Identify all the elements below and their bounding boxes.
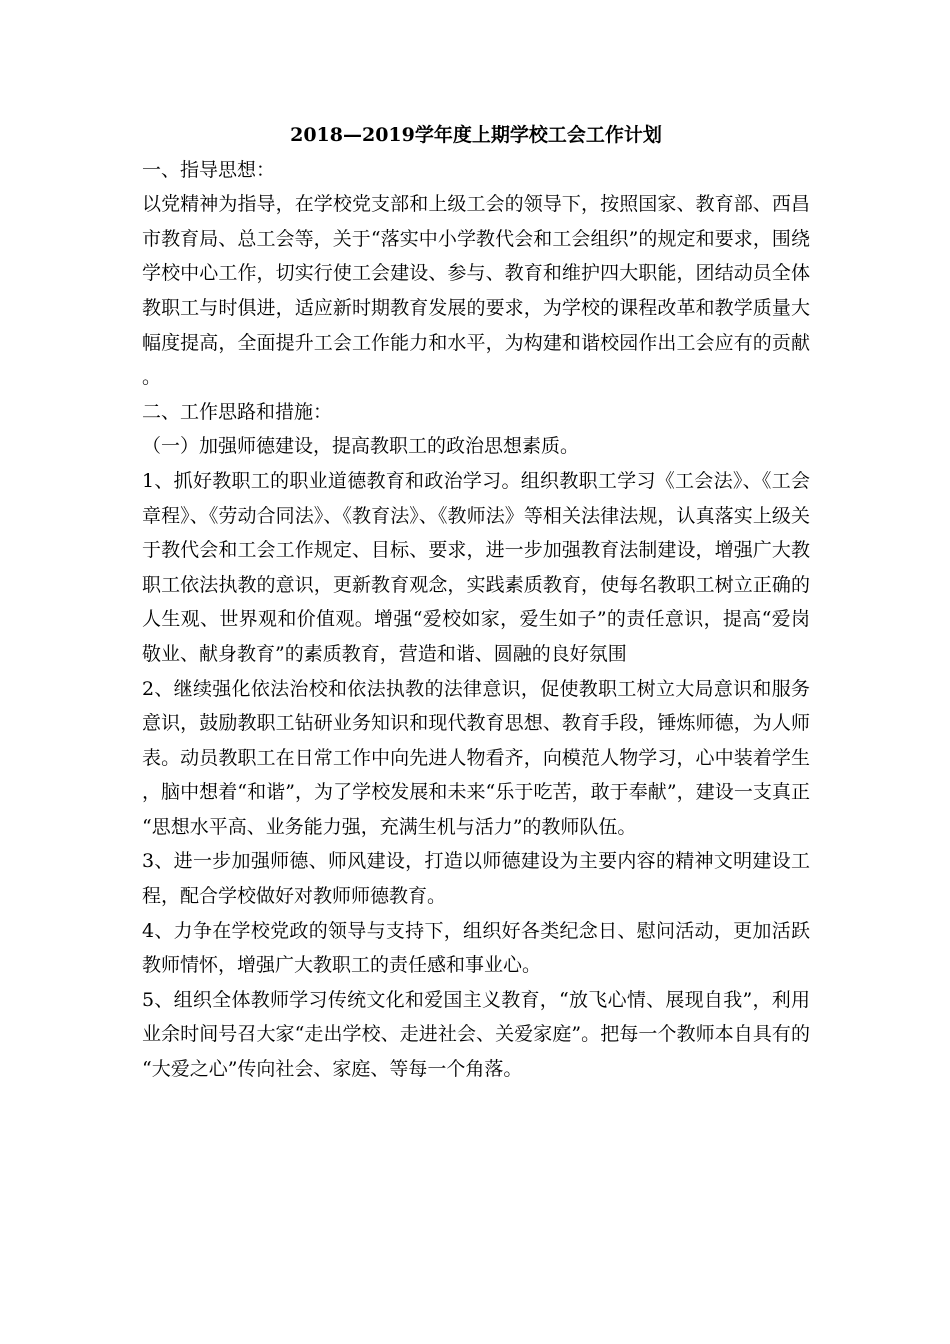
document-body (142, 118, 810, 1087)
paragraph-item-3: 3、进一步加强师德、师风建设，打造以师德建设为主要内容的精神文明建设工程，配合学校做好对教师师德教育。 (142, 850, 810, 908)
section-heading-work-ideas: 二、工作思路和措施： (142, 400, 333, 423)
paragraph-item-4: 4、力争在学校党政的领导与支持下，组织好各类纪念日、慰问活动，更加活跃教师情怀，增强广大教职工的责任感和事业心。 (142, 919, 810, 977)
section-heading-guiding-ideology: 一、指导思想： (142, 158, 276, 181)
document-title: 2018—2019学年度上期学校工会工作计划 (290, 124, 662, 146)
paragraph-item-1: 1、抓好教职工的职业道德教育和政治学习。组织教职工学习《工会法》、《工会章程》、《劳动合同法》、《教育法》、《教师法》等相关法律法规，认真落实上级关于教代会和工会工作规定、目标、要求，进一步加强教育法制建设，增强广大教职工依法执教的意识，更新教育观念，实践素质教育，使每名教职工树立正确的人生观、世界观和价值观。增强“爱校如家，爱生如子”的责任意识，提高“爱岗敬业、献身教育”的素质教育，营造和谐、圆融的良好氛围 (142, 469, 810, 665)
paragraph-guiding-ideology: 以党精神为指导，在学校党支部和上级工会的领导下，按照国家、教育部、西昌市教育局、总工会等，关于“落实中小学教代会和工会组织”的规定和要求，围绕学校中心工作，切实行使工会建设、参与、教育和维护四大职能，团结动员全体教职工与时俱进，适应新时期教育发展的要求，为学校的课程改革和教学质量大幅度提高，全面提升工会工作能力和水平，为构建和谐校园作出工会应有的贡献。 (142, 193, 810, 389)
subsection-heading-ethics: （一）加强师德建设，提高教职工的政治思想素质。 (142, 435, 580, 458)
paragraph-item-2: 2、继续强化依法治校和依法执教的法律意识，促使教职工树立大局意识和服务意识，鼓励教职工钻研业务知识和现代教育思想、教育手段，锤炼师德，为人师表。动员教职工在日常工作中向先进人物看齐，向模范人物学习，心中装着学生，脑中想着“和谐”，为了学校发展和未来“乐于吃苦，敢于奉献”，建设一支真正“思想水平高、业务能力强，充满生机与活力”的教师队伍。 (142, 677, 810, 838)
paragraph-item-5: 5、组织全体教师学习传统文化和爱国主义教育，“放飞心情、展现自我”，利用业余时间号召大家“走出学校、走进社会、关爱家庭”。把每一个教师本自具有的“大爱之心”传向社会、家庭、等每一个角落。 (142, 988, 810, 1081)
